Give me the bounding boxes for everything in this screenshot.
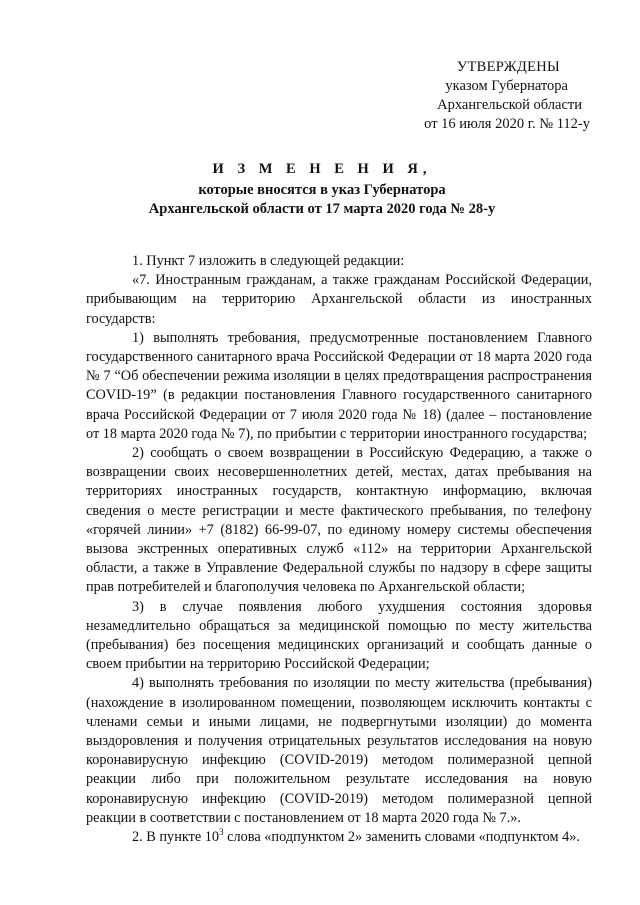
document-body xyxy=(86,252,592,847)
paragraph-item-1: 1. Пункт 7 изложить в следующей редакции: xyxy=(132,253,405,269)
item-2-text-start: 2. В пункте 10 xyxy=(132,829,220,846)
paragraph-subpoint-2: 2) сообщать о своем возвращении в Российскую Федерацию, а также о возвращении своих несовершеннолетних детей, местах, датах пребывания на территориях иностранных государств, контактную информацию, включая сведения о месте регистрации и месте фактического пребывания, по телефону «горячей линии» +7 (8182) 66-99-07, по единому номеру системы обеспечения вызова экстренных оперативных служб «112» на территории Архангельской области, а также в Управление Федеральной службы по надзору в сфере защиты прав потребителей и благополучия человека по Архангельской области; xyxy=(86,445,592,596)
document-title: И З М Е Н Е Н И Я, xyxy=(212,161,432,177)
paragraph-subpoint-4: 4) выполнять требования по изоляции по месту жительства (пребывания) (нахождение в изолированном помещении, позволяющем исключить контакты с членами семьи и иными лицами, не подвергнутыми изоляции) до момента выздоровления и получения отрицательных результатов исследования на новую коронавирусную инфекцию (COVID-2019) методом полимеразной цепной реакции либо при положительном результате исследования на новую коронавирусную инфекцию (COVID-2019) методом полимеразной цепной реакции в соответствии с постановлением от 18 марта 2020 года № 7.». xyxy=(86,675,592,826)
document-subtitle-line1: которые вносятся в указ Губернатора xyxy=(198,182,446,198)
paragraph-subpoint-3: 3) в случае появления любого ухудшения состояния здоровья незамедлительно обращаться за медицинской помощью по месту жительства (пребывания) без посещения медицинских организаций и сообщать данные о своем прибытии на территорию Российской Федерации; xyxy=(86,598,592,673)
item-2-text-end: слова «подпунктом 2» заменить словами «подпунктом 4». xyxy=(223,829,581,846)
approval-stamp-title: УТВЕРЖДЕНЫ xyxy=(456,59,560,75)
paragraph-subpoint-1: 1) выполнять требования, предусмотренные постановлением Главного государственного санитарного врача Российской Федерации от 18 марта 2020 года № 7 “Об обеспечении режима изоляции в целях предотвращения распространения COVID-19” (в редакции постановления Главного государственного санитарного врача Российской Федерации от 7 июля 2020 года № 18) (далее – постановление от 18 марта 2020 года № 7), по прибытии с территории иностранного государства; xyxy=(86,329,592,442)
approval-by-decree: указом Губернатора xyxy=(445,78,568,94)
document-subtitle-line2: Архангельской области от 17 марта 2020 года № 28-у xyxy=(148,201,496,217)
paragraph-item-2 xyxy=(86,828,592,847)
approval-block xyxy=(360,58,590,134)
paragraph-point-7: «7. Иностранным гражданам, а также гражданам Российской Федерации, прибывающим на территорию Архангельской области из иностранных государств: xyxy=(86,272,592,327)
item-2-superscript: 3 xyxy=(219,827,224,838)
document-heading xyxy=(56,160,588,219)
approval-date-number: от 16 июля 2020 г. № 112-у xyxy=(424,116,590,132)
approval-region: Архангельской области xyxy=(437,97,582,113)
